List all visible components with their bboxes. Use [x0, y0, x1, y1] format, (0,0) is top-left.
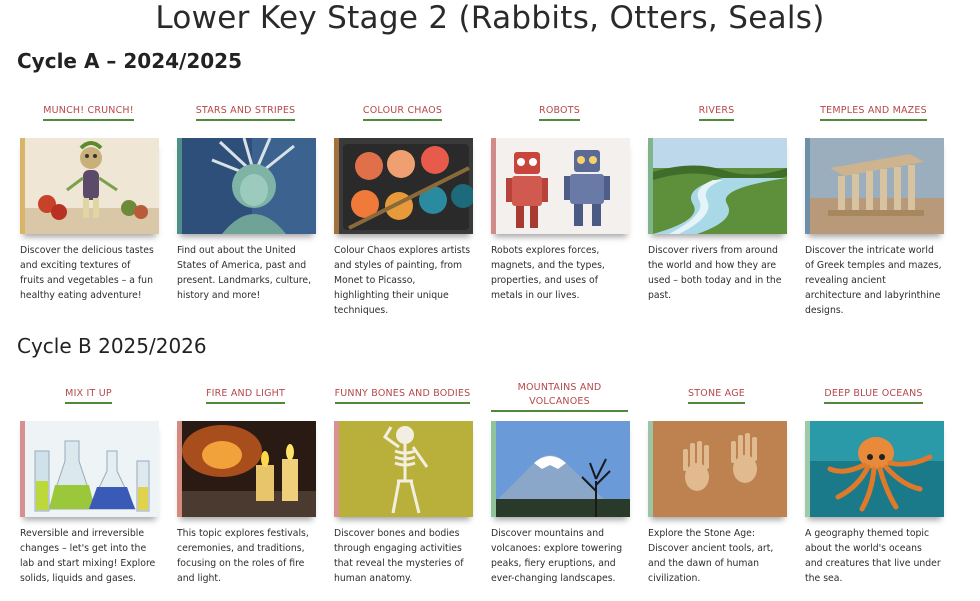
cycle-a-heading: Cycle A – 2024/2025 — [17, 49, 242, 73]
topic-description: This topic explores festivals, ceremonies, and traditions, focusing on the roles of fire and light. — [177, 528, 309, 584]
topic-link-rivers[interactable]: RIVERS — [699, 104, 735, 121]
lab-flasks-image[interactable] — [20, 421, 159, 517]
topic-link-temples-and-mazes[interactable]: TEMPLES AND MAZES — [820, 104, 927, 121]
topic-link-colour-chaos[interactable]: COLOUR CHAOS — [363, 104, 442, 121]
topic-card-funny-bones-and-bodies[interactable] — [334, 381, 471, 586]
river-landscape-image[interactable] — [648, 138, 787, 234]
topic-link-robots[interactable]: ROBOTS — [539, 104, 580, 121]
topic-link-stone-age[interactable]: STONE AGE — [688, 387, 745, 404]
candles-fire-image[interactable] — [177, 421, 316, 517]
topic-description: Robots explores forces, magnets, and the types, properties, and uses of metals in our lives. — [491, 245, 605, 301]
topic-link-deep-blue-oceans[interactable]: DEEP BLUE OCEANS — [824, 387, 922, 404]
cycle-b-heading: Cycle B 2025/2026 — [17, 334, 207, 358]
topic-card-mountains-and-volcanoes[interactable] — [491, 381, 628, 586]
topic-card-stone-age[interactable] — [648, 381, 785, 586]
topic-description: Discover bones and bodies through engaging activities that reveal the mysteries of human anatomy. — [334, 528, 464, 584]
topic-card-colour-chaos[interactable] — [334, 98, 471, 318]
vegetable-figure-image[interactable] — [20, 138, 159, 234]
mountain-volcano-image[interactable] — [491, 421, 630, 517]
topic-card-munch-crunch[interactable] — [20, 98, 157, 318]
toy-robots-image[interactable] — [491, 138, 630, 234]
paint-palette-image[interactable] — [334, 138, 473, 234]
topic-link-mix-it-up[interactable]: MIX IT UP — [65, 387, 112, 404]
topic-card-stars-and-stripes[interactable] — [177, 98, 314, 318]
topic-link-munch-crunch[interactable]: MUNCH! CRUNCH! — [43, 104, 134, 121]
topic-card-fire-and-light[interactable] — [177, 381, 314, 586]
topic-description: Colour Chaos explores artists and styles of painting, from Monet to Picasso, highlighting their unique techniques. — [334, 245, 471, 316]
topic-card-robots[interactable] — [491, 98, 628, 318]
topic-description: Discover the delicious tastes and exciting textures of fruits and vegetables – a fun healthy eating adventure! — [20, 245, 154, 301]
statue-of-liberty-image[interactable] — [177, 138, 316, 234]
topic-card-temples-and-mazes[interactable] — [805, 98, 942, 318]
topic-card-mix-it-up[interactable] — [20, 381, 157, 586]
topic-link-stars-and-stripes[interactable]: STARS AND STRIPES — [196, 104, 296, 121]
topic-description: A geography themed topic about the world's oceans and creatures that live under the sea. — [805, 528, 941, 584]
topic-description: Explore the Stone Age: Discover ancient tools, art, and the dawn of human civilization. — [648, 528, 774, 584]
greek-temple-image[interactable] — [805, 138, 944, 234]
cycle-a-topic-grid — [20, 98, 950, 318]
topic-description: Discover mountains and volcanoes: explore towering peaks, fiery eruptions, and ever-changing landscapes. — [491, 528, 623, 584]
topic-description: Discover rivers from around the world and how they are used – both today and in the past. — [648, 245, 782, 301]
topic-description: Reversible and irreversible changes – let's get into the lab and start mixing! Explore solids, liquids and gases. — [20, 528, 156, 584]
topic-link-mountains-and-volcanoes[interactable]: MOUNTAINS AND VOLCANOES — [491, 381, 628, 412]
cave-handprints-image[interactable] — [648, 421, 787, 517]
octopus-ocean-image[interactable] — [805, 421, 944, 517]
topic-description: Find out about the United States of America, past and present. Landmarks, culture, history and more! — [177, 245, 312, 301]
page-title: Lower Key Stage 2 (Rabbits, Otters, Seals) — [155, 0, 825, 36]
cycle-b-topic-grid — [20, 381, 950, 586]
topic-link-funny-bones-and-bodies[interactable]: FUNNY BONES AND BODIES — [335, 387, 471, 404]
topic-card-deep-blue-oceans[interactable] — [805, 381, 942, 586]
topic-card-rivers[interactable] — [648, 98, 785, 318]
skeleton-image[interactable] — [334, 421, 473, 517]
topic-link-fire-and-light[interactable]: FIRE AND LIGHT — [206, 387, 285, 404]
topic-description: Discover the intricate world of Greek temples and mazes, revealing ancient architecture and labyrinthine designs. — [805, 245, 942, 316]
